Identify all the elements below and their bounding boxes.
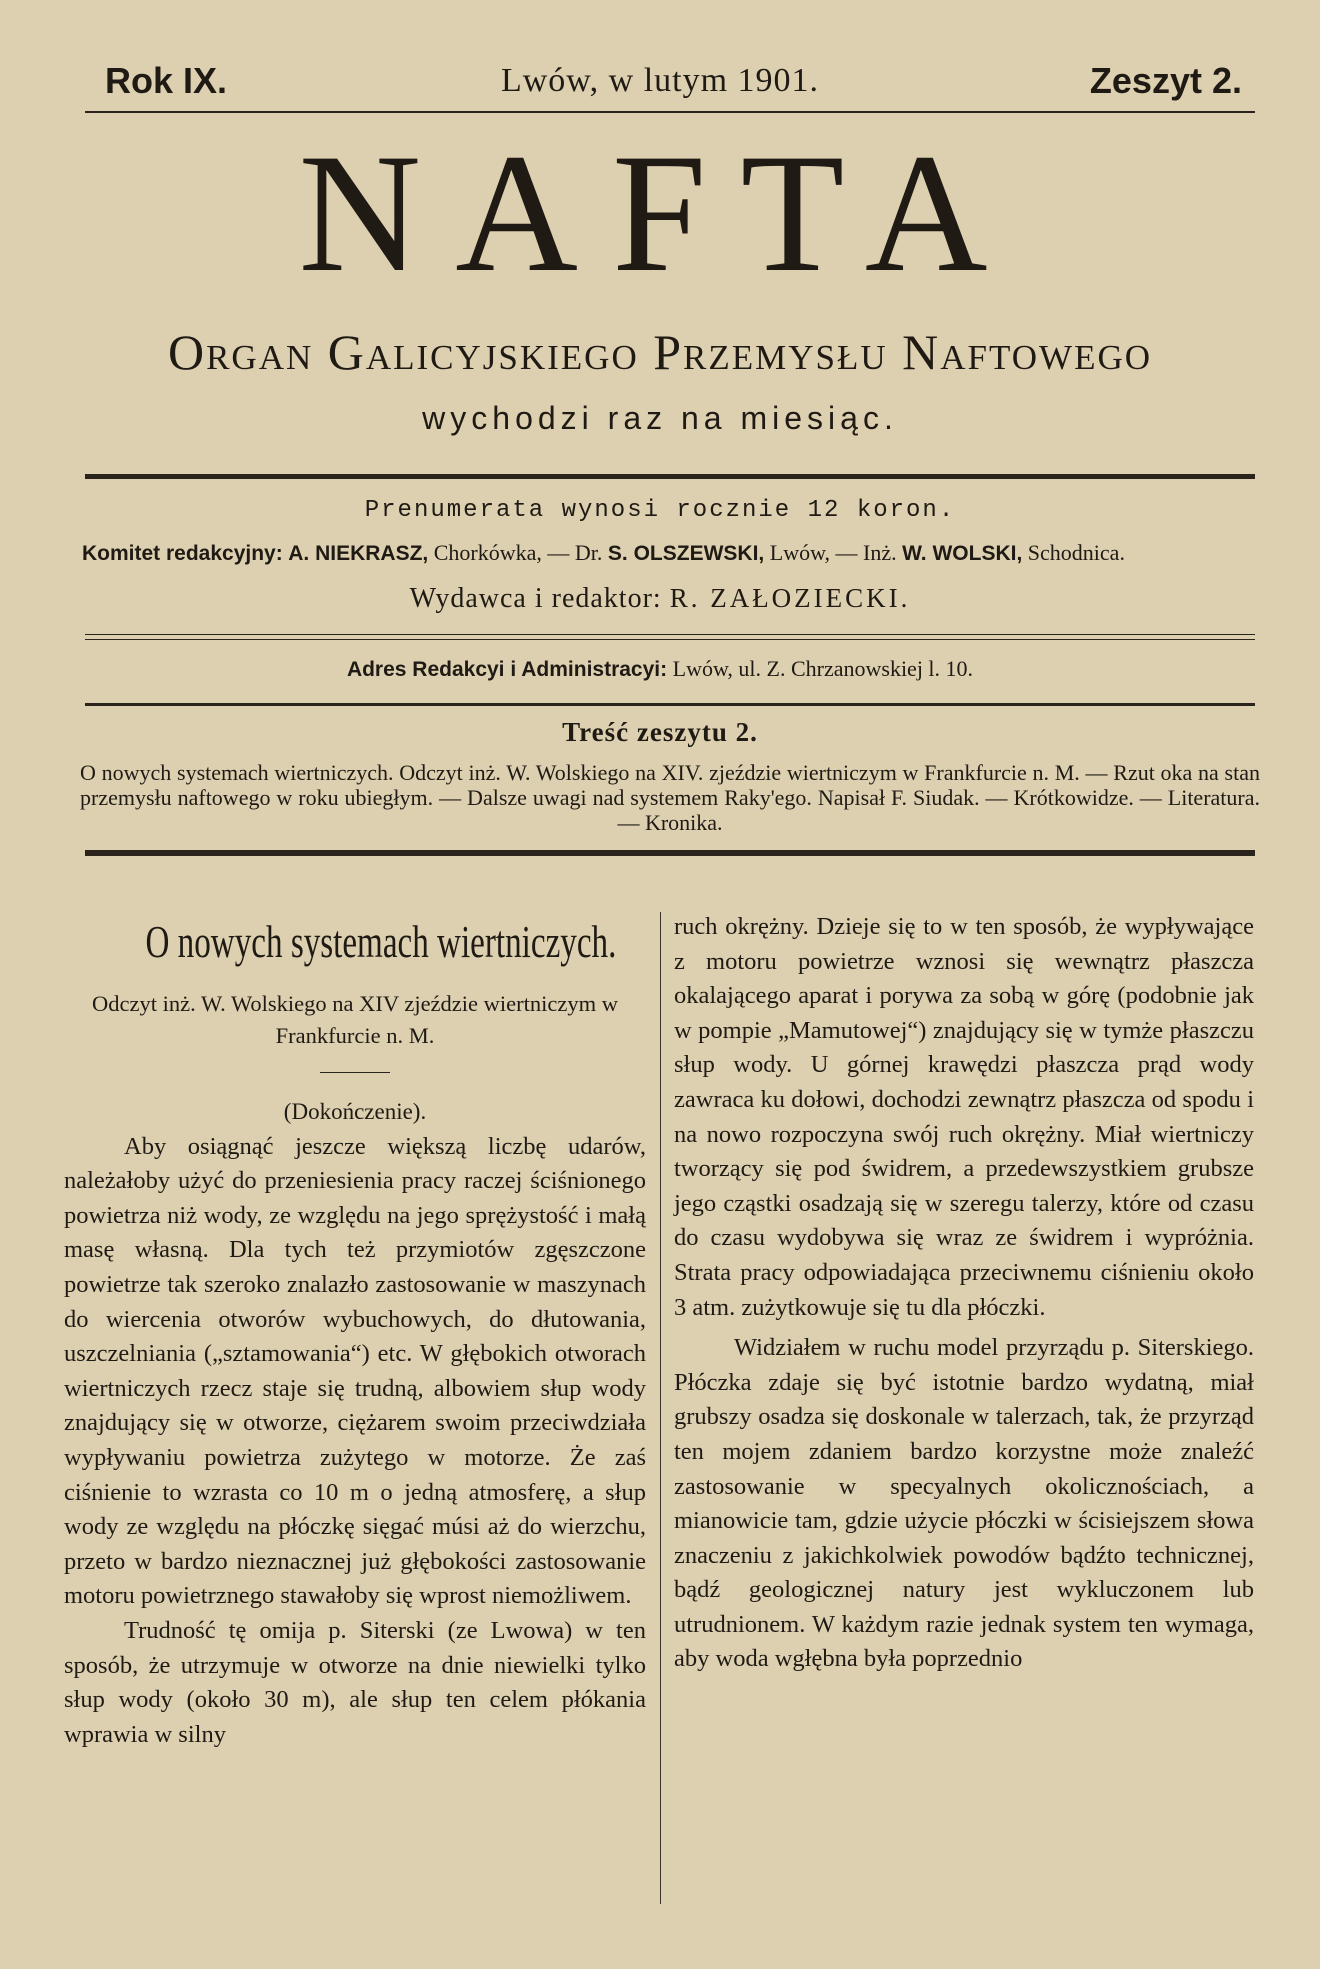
article-paragraph: ruch okrężny. Dzieje się to w ten sposób, że wypływające z motoru powietrze wznosi się wewnątrz płaszcza okalającego aparat i porywa za sobą w górę (podobnie jak w pompie „Mamutowej“) znajdujący się w tymże płaszczu słup wody. U górnej krawędzi płaszcza prąd wody zawraca ku dołowi, dochodzi zewnątrz płaszcza od spodu i na nowo rozpoczyna swój ruch okrężny. Miał wiertniczy tworzący się pod świdrem, a przedewszystkiem grubsze jego cząstki osadzają się w szeregu talerzy, które od czasu do czasu wydobywa się wraz ze świdrem i wypróżnia. Strata pracy odpowiadająca przeciwnemu ciśnieniu około 3 atm. zużytkowuje się tu dla płóczki. — [674, 913, 1254, 1321]
article-byline: Odczyt inż. W. Wolskiego na XIV zjeździe wiertniczym w Frankfurcie n. M. — [92, 991, 618, 1048]
committee-place-2: Lwów, — Inż. — [769, 540, 897, 565]
article-left-column — [64, 910, 646, 1752]
header-rule — [85, 111, 1255, 113]
publication-frequency: wychodzi raz na miesiąc. — [422, 400, 898, 436]
info-rule-bottom — [85, 639, 1255, 640]
issue-number: Zeszyt 2. — [1089, 60, 1242, 101]
masthead-subtitle: Organ Galicyjskiego Przemysłu Naftowego — [167, 324, 1153, 380]
committee-place-3: Schodnica. — [1027, 540, 1125, 565]
committee-place-1: Chorkówka, — Dr. — [433, 540, 603, 565]
committee-member-1: A. NIEKRASZ, — [288, 542, 429, 565]
info-rule-top — [85, 634, 1255, 635]
publisher-line — [0, 583, 1320, 615]
editorial-committee — [82, 540, 1262, 566]
issue-header — [0, 60, 1320, 110]
address-label: Adres Redakcyi i Administracyi: — [346, 658, 668, 681]
masthead-rule — [85, 474, 1255, 479]
article-right-column — [674, 910, 1254, 1677]
address-value: Lwów, ul. Z. Chrzanowskiej l. 10. — [672, 656, 974, 681]
year-label: Rok IX. — [105, 60, 228, 101]
byline-rule — [320, 1072, 390, 1073]
article-title: O nowych systemach wiertniczych. — [145, 916, 617, 967]
article-paragraph: Trudność tę omija p. Siterski (ze Lwowa) w ten sposób, że utrzymuje w otworze na dnie niewielki tylko słup wody (około 30 m), ale słup ten celem płókania wprawia w silny — [64, 1616, 646, 1748]
committee-label: Komitet redakcyjny: — [82, 542, 283, 565]
committee-member-3: W. WOLSKI, — [902, 542, 1023, 565]
publisher-name: R. ZAŁOZIECKI. — [669, 583, 911, 613]
continued-note: (Dokończenie). — [283, 1099, 427, 1124]
column-divider — [660, 912, 661, 1904]
publisher-label: Wydawca i redaktor: — [409, 583, 662, 614]
subscription-notice: Prenumerata wynosi rocznie 12 koron. — [364, 497, 956, 524]
toc-heading: Treść zeszytu 2. — [562, 717, 758, 747]
masthead-title: NAFTA — [298, 119, 1022, 307]
address-rule — [85, 703, 1255, 706]
address-line — [0, 656, 1320, 682]
toc-body: O nowych systemach wiertniczych. Odczyt inż. W. Wolskiego na XIV. zjeździe wiertniczym w Frankfurcie n. M. — Rzut oka na stan przemysłu naftowego w roku ubiegłym. — Dalsze uwagi nad systemem Raky'ego. Napisał F. Siudak. — Krótkowidze. — Literatura. — Kronika. — [80, 760, 1260, 835]
article-paragraph: Aby osiągnąć jeszcze większą liczbę udarów, należałoby użyć do przeniesienia pracy raczej ściśnionego powietrza niż wody, ze względu na jego sprężystość i małą masę własną. Dla tych też przymiotów zgęszczone powietrze tak szeroko znalazło zastosowanie w maszynach do wiercenia otworów wybuchowych, do dłutowania, uszczelniania („sztamowania“) etc. W głębokich otworach wiertniczych rzecz staje się trudną, albowiem słup wody znajdujący się w otworze, ciężarem swoim przeciwdziała wypływaniu powietrza zużytego w motorze. Że zaś ciśnienie to wzrasta co 10 m o jedną atmosferę, a słup wody ze względu na płóczkę sięgać músi aż do wierzchu, przeto w bardzo nieznacznej już głębokości zastosowanie motoru powietrznego stawałoby się wprost niemożliwem. — [64, 1132, 646, 1610]
committee-member-2: S. OLSZEWSKI, — [607, 542, 765, 565]
place-date: Lwów, w lutym 1901. — [500, 62, 820, 99]
toc-rule — [85, 850, 1255, 856]
article-paragraph: Widziałem w ruchu model przyrządu p. Siterskiego. Płóczka zdaje się być istotnie bardzo wydatną, miał grubszy osadza się doskonale w talerzach, tak, że przyrząd ten mojem zdaniem bardzo korzystne może znaleźć zastosowanie w specyalnych okolicznościach, a mianowicie tam, gdzie użycie płóczki w ścisiejszem słowa znaczeniu z jakichkolwiek powodów bądźto technicznej, bądź geologicznej natury jest wykluczonem lub utrudnionem. W każdym razie jednak system ten wymaga, aby woda wgłębna była poprzednio — [674, 1334, 1254, 1673]
